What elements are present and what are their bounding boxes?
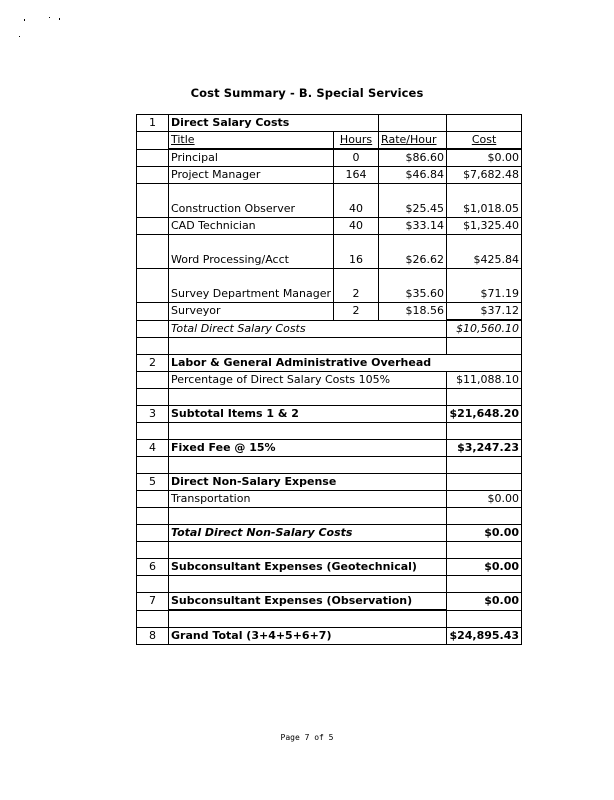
item-number: 6 (137, 559, 169, 576)
row-cost: $37.12 (447, 303, 522, 321)
row-rate: $86.60 (379, 149, 447, 167)
spacer-row (137, 542, 522, 559)
row-rate: $35.60 (379, 269, 447, 303)
scan-speck (59, 18, 60, 20)
row-cost: $425.84 (447, 235, 522, 269)
grand-total-value: $24,895.43 (447, 628, 522, 645)
geotechnical-label: Subconsultant Expenses (Geotechnical) (169, 559, 447, 576)
spacer-row (137, 576, 522, 593)
total-value: $0.00 (447, 525, 522, 542)
total-row (137, 320, 522, 338)
section-8-row (137, 628, 522, 645)
observation-label: Subconsultant Expenses (Observation) (169, 593, 447, 611)
section-6-row (137, 559, 522, 576)
subtotal-label: Subtotal Items 1 & 2 (169, 406, 447, 423)
row-rate: $46.84 (379, 167, 447, 184)
table-row (137, 372, 522, 389)
spacer-row (137, 389, 522, 406)
spacer-row (137, 423, 522, 440)
item-number: 3 (137, 406, 169, 423)
row-cost: $71.19 (447, 269, 522, 303)
observation-value: $0.00 (447, 593, 522, 611)
section-4-row (137, 440, 522, 457)
page-title: Cost Summary - B. Special Services (190, 86, 424, 100)
row-rate: $18.56 (379, 303, 447, 321)
row-rate: $33.14 (379, 218, 447, 235)
row-title: Construction Observer (169, 184, 334, 218)
section-heading: Direct Salary Costs (169, 115, 379, 132)
transportation-label: Transportation (169, 491, 447, 508)
spacer-row (137, 457, 522, 474)
total-label: Total Direct Non-Salary Costs (169, 525, 447, 542)
scan-speck (24, 19, 25, 21)
table-row (137, 184, 522, 218)
row-cost: $0.00 (447, 149, 522, 167)
row-title: Project Manager (169, 167, 334, 184)
table-row (137, 491, 522, 508)
row-title: Word Processing/Acct (169, 235, 334, 269)
row-title: CAD Technician (169, 218, 334, 235)
total-row (137, 525, 522, 542)
table-row (137, 269, 522, 303)
overhead-label: Percentage of Direct Salary Costs 105% (169, 372, 447, 389)
row-rate: $26.62 (379, 235, 447, 269)
column-header-rate: Rate/Hour (381, 133, 437, 146)
column-header-title: Title (171, 133, 195, 146)
item-number: 7 (137, 593, 169, 611)
row-hours: 40 (334, 184, 379, 218)
column-header-hours: Hours (339, 133, 373, 146)
table-row (137, 303, 522, 321)
total-label: Total Direct Salary Costs (169, 320, 447, 338)
total-value: $10,560.10 (447, 320, 522, 338)
section-heading: Labor & General Administrative Overhead (169, 355, 522, 372)
row-hours: 40 (334, 218, 379, 235)
row-hours: 2 (334, 269, 379, 303)
item-number: 1 (137, 115, 169, 132)
row-cost: $7,682.48 (447, 167, 522, 184)
cost-summary-table (136, 114, 522, 645)
subtotal-value: $21,648.20 (447, 406, 522, 423)
section-3-row (137, 406, 522, 423)
grand-total-label: Grand Total (3+4+5+6+7) (169, 628, 447, 645)
overhead-value: $11,088.10 (447, 372, 522, 389)
item-number: 8 (137, 628, 169, 645)
row-cost: $1,018.05 (447, 184, 522, 218)
row-rate: $25.45 (379, 184, 447, 218)
page-footer: Page 7 of 5 (280, 733, 334, 742)
section-7-row (137, 593, 522, 611)
row-hours: 0 (334, 149, 379, 167)
transportation-value: $0.00 (447, 491, 522, 508)
scan-speck (19, 36, 20, 37)
table-row (137, 167, 522, 184)
table-row (137, 149, 522, 167)
spacer-row (137, 338, 522, 355)
row-hours: 16 (334, 235, 379, 269)
row-hours: 164 (334, 167, 379, 184)
spacer-row (137, 508, 522, 525)
row-title: Surveyor (169, 303, 334, 321)
section-5-heading-row (137, 474, 522, 491)
table-row (137, 235, 522, 269)
item-number: 5 (137, 474, 169, 491)
item-number: 4 (137, 440, 169, 457)
fixed-fee-value: $3,247.23 (447, 440, 522, 457)
geotechnical-value: $0.00 (447, 559, 522, 576)
item-number: 2 (137, 355, 169, 372)
table-row (137, 218, 522, 235)
column-header-cost: Cost (471, 133, 497, 146)
section-2-heading-row (137, 355, 522, 372)
row-hours: 2 (334, 303, 379, 321)
fixed-fee-label: Fixed Fee @ 15% (169, 440, 447, 457)
column-header-row (137, 132, 522, 150)
row-title: Survey Department Manager (169, 269, 334, 303)
scan-speck (49, 17, 50, 18)
spacer-row (137, 610, 522, 628)
section-heading: Direct Non-Salary Expense (169, 474, 447, 491)
row-title: Principal (169, 149, 334, 167)
row-cost: $1,325.40 (447, 218, 522, 235)
section-1-heading-row (137, 115, 522, 132)
